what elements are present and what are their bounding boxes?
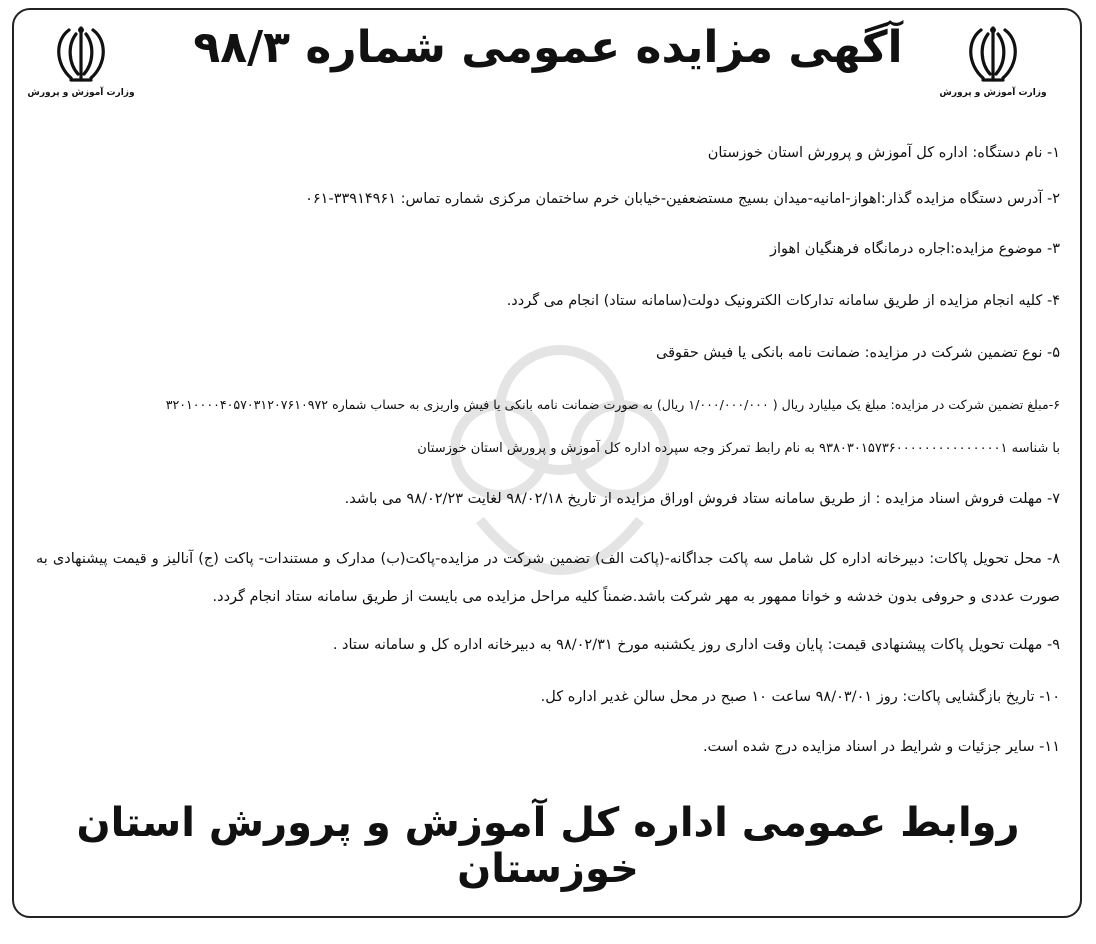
- emblem-caption-right: وزارت آموزش و پرورش: [939, 88, 1047, 98]
- emblem-caption-left: وزارت آموزش و پرورش: [27, 88, 135, 98]
- item-6-continued: با شناسه ۹۳۸۰۳۰۱۵۷۳۶۰۰۰۰۰۰۰۰۰۰۰۰۰۰۰۱ به نام رابط تمرکز وجه سپرده اداره کل آموزش و پرورش استان خوزستان: [417, 441, 1060, 456]
- item-7: ۷- مهلت فروش اسناد مزایده : از طریق سامانه ستاد فروش اوراق مزایده از تاریخ ۹۸/۰۲/۱۸ لغایت ۹۸/۰۲/۲۳ می باشد.: [344, 491, 1060, 507]
- document-header: [0, 10, 1096, 110]
- item-9: ۹- مهلت تحویل پاکات پیشنهادی قیمت: پایان وقت اداری روز یکشنبه مورخ ۹۸/۰۲/۳۱ به دبیرخانه اداره کل و سامانه ستاد .: [332, 637, 1060, 653]
- item-10: ۱۰- تاریخ بازگشایی پاکات: روز ۹۸/۰۳/۰۱ ساعت ۱۰ صبح در محل سالن غدیر اداره کل.: [540, 689, 1060, 705]
- item-5: ۵- نوع تضمین شرکت در مزایده: ضمانت نامه بانکی یا فیش حقوقی: [655, 345, 1060, 361]
- emblem-right: [938, 24, 1048, 98]
- item-6: ۶-مبلغ تضمین شرکت در مزایده: مبلغ یک میلیارد ریال ( ۱/۰۰۰/۰۰۰/۰۰۰ ریال) به صورت ضمانت نامه بانکی یا فیش واریزی به حساب شماره ۳۲۰۱۰۰۰۰۴۰۵۷۰۳۱۲۰۷۶۱۰۹۷۲: [165, 397, 1060, 412]
- item-11: ۱۱- سایر جزئیات و شرایط در اسناد مزایده درج شده است.: [702, 739, 1060, 755]
- item-3: ۳- موضوع مزایده:اجاره درمانگاه فرهنگیان اهواز: [769, 241, 1060, 257]
- page-title: آگهی مزایده عمومی شماره ۹۸/۳: [193, 22, 903, 73]
- item-2: ۲- آدرس دستگاه مزایده گذار:اهواز-امانیه-میدان بسیج مستضعفین-خیابان خرم ساختمان مرکزی شماره تماس: ۳۳۹۱۴۹۶۱-۰۶۱: [305, 191, 1060, 207]
- iran-emblem-icon: [961, 24, 1025, 86]
- item-1: ۱- نام دستگاه: اداره کل آموزش و پرورش استان خوزستان: [707, 145, 1060, 161]
- emblem-left: [26, 24, 136, 98]
- item-8: ۸- محل تحویل پاکات: دبیرخانه اداره کل شامل سه پاکت جداگانه-(پاکت الف) تضمین شرکت در مزایده-پاکت(ب) مدارک و مستندات- پاکت (ج) آنالیز و قیمت پیشنهادی به صورت عددی و حروفی بدون خدشه و خوانا ممهور به مهر شرکت باشد.ضمناً کلیه مراحل مزایده می بایست از طریق سامانه ستاد انجام گردد.: [36, 551, 1060, 605]
- item-4: ۴- کلیه انجام مزایده از طریق سامانه تدارکات الکترونیک دولت(سامانه ستاد) انجام می گردد.: [506, 293, 1060, 309]
- iran-emblem-icon: [49, 24, 113, 86]
- footer-signature: روابط عمومی اداره کل آموزش و پرورش استان خوزستان: [76, 800, 1020, 892]
